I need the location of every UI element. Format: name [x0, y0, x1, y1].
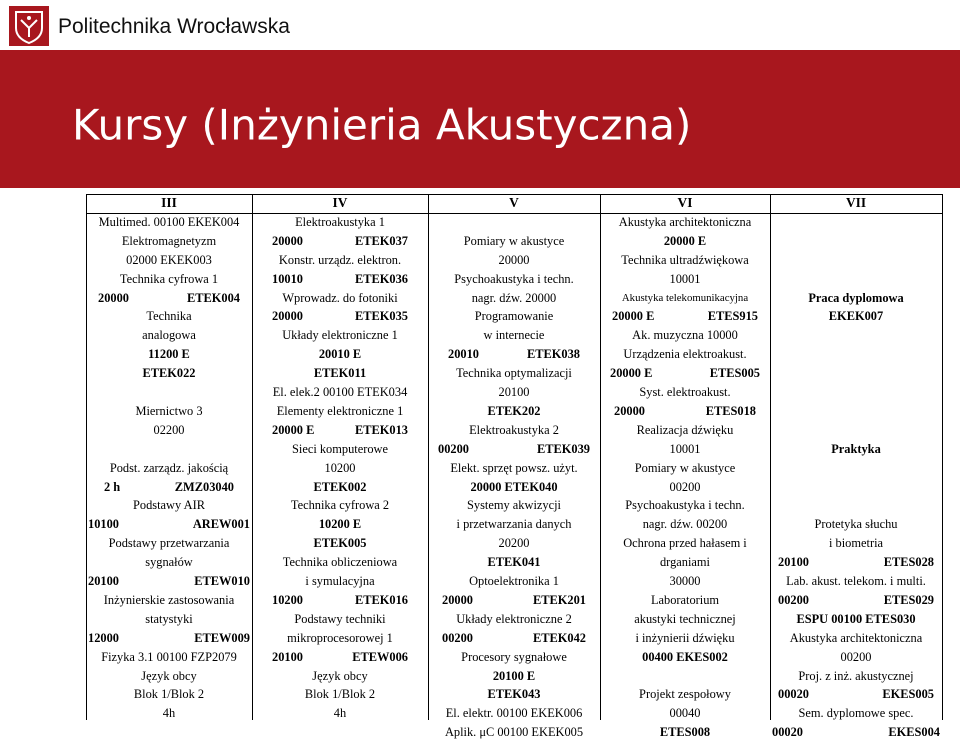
university-crest-icon [9, 6, 49, 46]
course-line: Podst. zarządz. jakością [109, 460, 229, 475]
course-line [86, 629, 252, 648]
course-line [86, 572, 252, 591]
course-line: nagr. dźw. 20000 [471, 290, 557, 305]
course-line: i przetwarzania danych [456, 517, 572, 532]
course-code: ETES028 [883, 555, 934, 570]
course-line: Pomiary w akustyce [463, 233, 565, 248]
course-line [86, 383, 252, 402]
course-code: ETEW010 [194, 574, 250, 588]
course-line: 02200 [153, 422, 185, 437]
course-line: El. elektr. 00100 EKEK006 [445, 706, 583, 721]
course-line: Praktyka [831, 441, 881, 456]
course-line: 00200 [840, 649, 872, 664]
course-credits: 20100 [272, 649, 303, 664]
course-line: 20000 E [663, 233, 707, 248]
course-line: Układy elektroniczne 1 [282, 328, 398, 343]
table-rule [86, 213, 942, 214]
course-line: Elektroakustyka 2 [469, 422, 559, 437]
course-line: 20100 E [492, 668, 536, 683]
course-line: sygnałów [145, 555, 193, 570]
course-line: w internecie [483, 328, 545, 343]
course-line: 30000 [669, 574, 701, 588]
course-line: Podstawy AIR [133, 498, 205, 513]
course-line [600, 402, 770, 421]
course-line: Wprowadz. do fotoniki [282, 290, 398, 305]
column-header-IV: IV [332, 195, 348, 210]
course-code: EKES004 [888, 725, 940, 740]
course-code: ETES915 [707, 309, 758, 324]
course-code: ETEW009 [194, 630, 250, 645]
course-line: Układy elektroniczne 2 [456, 611, 572, 626]
course-line [770, 685, 942, 704]
course-line: mikroprocesorowej 1 [287, 630, 393, 645]
course-code: ETES018 [705, 403, 756, 418]
course-line: 00400 EKES002 [642, 649, 728, 664]
column-V [428, 194, 600, 740]
course-credits: 20010 [448, 347, 479, 362]
course-line: 00200 [669, 479, 701, 494]
course-code: ETES029 [883, 592, 934, 607]
course-line: Technika cyfrowa 1 [119, 271, 219, 286]
course-line: ETEK002 [313, 479, 367, 494]
course-line: 4h [162, 706, 176, 721]
course-line: Multimed. 00100 EKEK004 [98, 214, 240, 229]
course-line: 10200 [324, 460, 356, 475]
course-line: Akustyka architektoniczna [618, 214, 752, 229]
course-line: 02000 EKEK003 [126, 252, 212, 267]
course-credits: 12000 [88, 630, 119, 645]
course-line: Ak. muzyczna 10000 [632, 328, 738, 343]
course-line: Sem. dyplomowe spec. [798, 706, 914, 721]
course-line [770, 459, 942, 478]
course-line [770, 553, 942, 572]
course-line: Fizyka 3.1 00100 FZP2079 [101, 649, 237, 664]
course-credits: 00200 [438, 441, 469, 456]
course-credits: 10010 [272, 271, 303, 286]
column-VII [770, 194, 942, 740]
course-credits: 20000 [272, 233, 303, 248]
course-line [86, 478, 252, 497]
course-line: Optoelektronika 1 [469, 574, 559, 588]
course-code: ETEW006 [352, 649, 408, 664]
course-line: 20200 [498, 536, 530, 551]
course-line [252, 270, 428, 289]
course-line [770, 213, 942, 232]
course-line: Konstr. urządz. elektron. [278, 252, 402, 267]
course-code: ETEK042 [532, 630, 586, 645]
course-line: Psychoakustyka i techn. [454, 271, 574, 286]
course-line [428, 440, 600, 459]
course-credits: 20000 [272, 309, 303, 324]
course-code: ETEK037 [354, 233, 408, 248]
course-credits: 20000 E [272, 422, 315, 437]
course-line: Protetyka słuchu [814, 517, 898, 532]
course-line: Lab. akust. telekom. i multi. [786, 574, 926, 588]
course-line: statystyki [145, 611, 193, 626]
course-line [770, 364, 942, 383]
course-line: Projekt zespołowy [639, 687, 731, 702]
course-code: ETEK013 [354, 422, 408, 437]
course-code: ETEK201 [532, 592, 586, 607]
course-line [770, 723, 942, 742]
course-line [252, 307, 428, 326]
table-divider [428, 194, 429, 720]
column-IV [252, 194, 428, 720]
course-table [86, 194, 942, 740]
course-line: 20010 E [318, 347, 362, 362]
course-line: Programowanie [474, 309, 554, 324]
course-line: 10200 E [318, 517, 362, 532]
course-line: ETEK043 [487, 687, 541, 702]
course-line: i biometria [828, 536, 884, 551]
course-line: ETEK041 [487, 555, 541, 570]
course-line: 10001 [669, 271, 701, 286]
course-line: 20100 [498, 385, 530, 399]
course-line: i inżynierii dźwięku [635, 630, 735, 645]
table-divider [942, 194, 943, 720]
column-header-III: III [161, 195, 177, 210]
course-line: analogowa [142, 328, 196, 343]
course-credits: 20000 E [610, 366, 653, 381]
course-line: El. elek.2 00100 ETEK034 [272, 385, 408, 399]
course-line: Ochrona przed hałasem i [623, 536, 747, 551]
course-line: Psychoakustyka i techn. [625, 498, 745, 513]
course-credits: 20000 [614, 403, 645, 418]
table-divider [252, 194, 253, 720]
column-header-VI: VI [677, 195, 693, 210]
course-line [600, 667, 770, 686]
course-credits: 00020 [772, 725, 803, 740]
course-line: Realizacja dźwięku [636, 422, 734, 437]
course-credits: 00200 [778, 592, 809, 607]
table-divider [600, 194, 601, 720]
course-code: ETEK036 [354, 271, 408, 286]
course-line: Proj. z inż. akustycznej [798, 668, 914, 683]
course-line: 4h [333, 706, 347, 721]
column-VI [600, 194, 770, 740]
course-line: Pomiary w akustyce [634, 460, 736, 475]
course-code: ZMZ03040 [174, 479, 234, 494]
course-line: i symulacyjna [305, 574, 375, 588]
course-credits: 20000 [98, 290, 129, 305]
course-code: ETEK016 [354, 592, 408, 607]
course-line [770, 383, 942, 402]
course-line: ETEK005 [313, 536, 367, 551]
course-credits: 2 h [104, 479, 121, 494]
course-line: Blok 1/Blok 2 [304, 687, 376, 702]
course-credits: 10200 [272, 592, 303, 607]
course-line: 20000 ETEK040 [470, 479, 558, 494]
course-line: Praca dyplomowa [808, 290, 904, 305]
course-line [252, 421, 428, 440]
course-line: 11200 E [148, 347, 190, 362]
course-line: Miernictwo 3 [135, 403, 203, 418]
course-line [428, 213, 600, 232]
course-line: Laboratorium [650, 592, 720, 607]
course-line: Technika optymalizacji [456, 366, 572, 381]
course-line: Elekt. sprzęt powsz. użyt. [450, 460, 578, 475]
course-line: Systemy akwizycji [467, 498, 561, 513]
course-line [770, 421, 942, 440]
course-code: ETES005 [709, 366, 760, 381]
course-line: ESPU 00100 ETES030 [796, 611, 916, 626]
course-line: ETES008 [659, 725, 711, 740]
column-header-VII: VII [845, 195, 867, 210]
course-line: Elektroakustyka 1 [295, 214, 385, 229]
course-code: AREW001 [192, 517, 250, 532]
course-line [428, 591, 600, 610]
course-line [600, 307, 770, 326]
course-line: Sieci komputerowe [291, 441, 388, 456]
course-line: Aplik. μC 00100 EKEK005 [444, 725, 584, 740]
course-line: Urządzenia elektroakust. [623, 347, 747, 362]
university-name: Politechnika Wrocławska [58, 15, 290, 38]
column-header-V: V [509, 195, 519, 210]
course-line: drganiami [659, 555, 710, 570]
course-credits: 00200 [442, 630, 473, 645]
course-line [770, 270, 942, 289]
course-credits: 20000 [442, 592, 473, 607]
course-line: Akustyka telekomunikacyjna [621, 291, 749, 304]
course-line [770, 402, 942, 421]
course-line: Akustyka architektoniczna [789, 630, 923, 645]
course-line [86, 289, 252, 308]
course-credits: 20100 [778, 555, 809, 570]
course-line: 10001 [669, 441, 701, 456]
course-line [252, 232, 428, 251]
table-divider [86, 194, 87, 720]
column-III [86, 194, 252, 720]
course-line [770, 232, 942, 251]
top-bar [0, 0, 960, 50]
course-line: Inżynierskie zastosowania [103, 592, 235, 607]
course-credits: 20000 E [612, 309, 655, 324]
course-line: ETEK011 [313, 366, 367, 381]
course-line: ETEK022 [142, 366, 196, 381]
course-line: Język obcy [312, 668, 368, 683]
course-line: Procesory sygnałowe [461, 649, 567, 664]
course-line: Technika ultradźwiękowa [621, 252, 749, 267]
course-line: EKEK007 [828, 309, 884, 324]
page-title: Kursy (Inżynieria Akustyczna) [72, 100, 692, 150]
table-rule [86, 194, 942, 195]
course-code: ETEK035 [354, 309, 408, 324]
course-line: akustyki technicznej [634, 611, 736, 626]
course-code: EKES005 [882, 687, 934, 702]
course-line [770, 591, 942, 610]
course-line [770, 326, 942, 345]
course-credits: 20100 [88, 574, 119, 588]
course-line [252, 591, 428, 610]
course-line: nagr. dźw. 00200 [642, 517, 728, 532]
course-line: Syst. elektroakust. [639, 385, 731, 399]
course-line [770, 251, 942, 270]
course-line [86, 440, 252, 459]
course-line [600, 364, 770, 383]
table-divider [770, 194, 771, 720]
course-line [770, 345, 942, 364]
course-line [770, 496, 942, 515]
course-line: Blok 1/Blok 2 [133, 687, 205, 702]
course-line: Język obcy [141, 668, 197, 683]
course-code: ETEK038 [526, 347, 580, 362]
course-line [86, 515, 252, 534]
course-line: Technika cyfrowa 2 [290, 498, 390, 513]
course-line [428, 629, 600, 648]
course-line: Podstawy przetwarzania [108, 536, 230, 551]
course-line [428, 345, 600, 364]
course-credits: 00020 [778, 687, 809, 702]
course-line: Technika [146, 309, 192, 324]
course-line: Technika obliczeniowa [282, 555, 398, 570]
course-code: ETEK004 [186, 290, 240, 305]
course-line [770, 478, 942, 497]
course-line: ETEK202 [487, 403, 541, 418]
course-line: Elektromagnetyzm [121, 233, 217, 248]
course-line [252, 648, 428, 667]
course-code: ETEK039 [536, 441, 590, 456]
course-line: 00040 [669, 706, 701, 721]
course-line: Podstawy techniki [294, 611, 386, 626]
course-credits: 10100 [88, 517, 119, 532]
course-line: 20000 [498, 252, 530, 267]
course-line: Elementy elektroniczne 1 [276, 403, 404, 418]
